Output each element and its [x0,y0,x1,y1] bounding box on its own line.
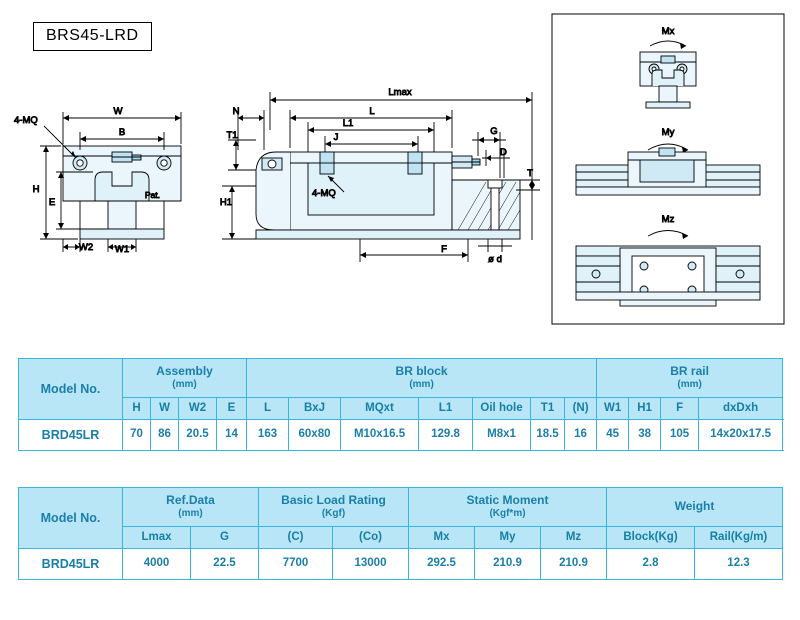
performance-table [18,487,783,580]
table1-header-br-block [247,359,597,398]
table1-col-bxj: BxJ [289,398,341,420]
assembly-label: Assembly [156,364,213,379]
svg-text:E: E [48,197,56,208]
table1-row0-h: 70 [123,420,151,451]
table1-row0-e: 14 [217,420,247,451]
table2-col-c: (C) [259,527,333,549]
table1-col-e: E [217,398,247,420]
table1-row0-bxj: 60x80 [289,420,341,451]
svg-text:W: W [113,106,123,117]
table1-col-h: H [123,398,151,420]
table1-header-assembly [123,359,247,398]
table2-col-mz: Mz [541,527,607,549]
svg-text:My: My [661,127,675,138]
table2-col-my: My [475,527,541,549]
svg-text:Mx: Mx [661,26,675,37]
table1-col-h1: H1 [629,398,661,420]
page-title: BRS45-LRD [33,22,152,51]
static-moment-unit: (Kgf*m) [489,508,526,520]
svg-text:4-MQ: 4-MQ [14,115,38,126]
table2-row0-lmax: 4000 [123,549,191,580]
table1-row0-f: 105 [661,420,699,451]
table1-col-oil-hole: Oil hole [473,398,531,420]
table1-header-br-rail [597,359,783,398]
table1-col-t1: T1 [531,398,565,420]
table1-col-w1: W1 [597,398,629,420]
table1-row0-n: 16 [565,420,597,451]
table1-col-l1: L1 [419,398,473,420]
table1-col-mqxt: MQxt [341,398,419,420]
svg-text:F: F [441,244,447,255]
svg-text:T1: T1 [226,130,238,141]
svg-text:W1: W1 [114,244,130,255]
ref-data-label: Ref.Data [166,493,215,508]
table2-row0-co: 13000 [333,549,409,580]
table2-row0-block-weight: 2.8 [607,549,695,580]
ref-data-unit: (mm) [178,508,203,520]
br-rail-label: BR rail [670,364,709,379]
table2-row0-mx: 292.5 [409,549,475,580]
table2-header-model: Model No. [19,488,123,549]
table2-row0-g: 22.5 [191,549,259,580]
table1-row0-mqxt: M10x16.5 [341,420,419,451]
table1-row0-t1: 18.5 [531,420,565,451]
svg-text:H1: H1 [219,197,233,208]
table2-row0-mz: 210.9 [541,549,607,580]
table1-row0-model: BRD45LR [19,420,123,451]
table1-col-l: L [247,398,289,420]
br-block-label: BR block [395,364,448,379]
svg-text:J: J [333,132,339,143]
svg-text:H: H [32,184,40,195]
table2-col-mx: Mx [409,527,475,549]
table2-col-co: (Co) [333,527,409,549]
table1-col-f: F [661,398,699,420]
table2-row0-c: 7700 [259,549,333,580]
table-row [19,420,783,451]
svg-text:4-MQ: 4-MQ [312,188,336,199]
table1-row0-l: 163 [247,420,289,451]
basic-load-unit: (Kgf) [321,508,346,520]
svg-text:G: G [490,126,498,137]
table1-row0-h1: 38 [629,420,661,451]
svg-text:T: T [527,168,533,179]
table1-row0-dxdxh: 14x20x17.5 [699,420,783,451]
table2-row0-rail-weight: 12.3 [695,549,783,580]
table1-row0-w: 86 [151,420,179,451]
table2-row0-model: BRD45LR [19,549,123,580]
svg-text:L1: L1 [342,118,354,129]
br-block-unit: (mm) [409,379,434,391]
table1-col-dxdxh: dxDxh [699,398,783,420]
svg-text:B: B [118,127,126,138]
table2-header-ref-data [123,488,259,527]
table1-row0-w2: 20.5 [179,420,217,451]
table1-row0-l1: 129.8 [419,420,473,451]
svg-text:N: N [232,106,240,117]
basic-load-label: Basic Load Rating [281,493,386,508]
table2-col-lmax: Lmax [123,527,191,549]
table1-row0-w1: 45 [597,420,629,451]
table1-col-n: (N) [565,398,597,420]
svg-text:D: D [500,147,507,158]
table2-header-basic-load [259,488,409,527]
dimensions-table [18,358,783,451]
table2-header-static-moment [409,488,607,527]
svg-text:L: L [369,106,375,117]
table2-col-g: G [191,527,259,549]
table2-col-block-weight: Block(Kg) [607,527,695,549]
svg-text:Mz: Mz [661,214,675,225]
table-row [19,549,783,580]
table2-header-weight: Weight [607,488,783,527]
static-moment-label: Static Moment [466,493,549,508]
table1-col-w: W [151,398,179,420]
svg-text:W2: W2 [78,242,94,253]
table1-row0-oil-hole: M8x1 [473,420,531,451]
table1-header-model: Model No. [19,359,123,420]
br-rail-unit: (mm) [677,379,702,391]
table2-col-rail-weight: Rail(Kg/m) [695,527,783,549]
table2-row0-my: 210.9 [475,549,541,580]
table1-col-w2: W2 [179,398,217,420]
svg-text:Lmax: Lmax [388,87,412,98]
assembly-unit: (mm) [172,379,197,391]
svg-text:Pat.: Pat. [144,190,160,200]
svg-text:ø d: ø d [488,254,502,265]
